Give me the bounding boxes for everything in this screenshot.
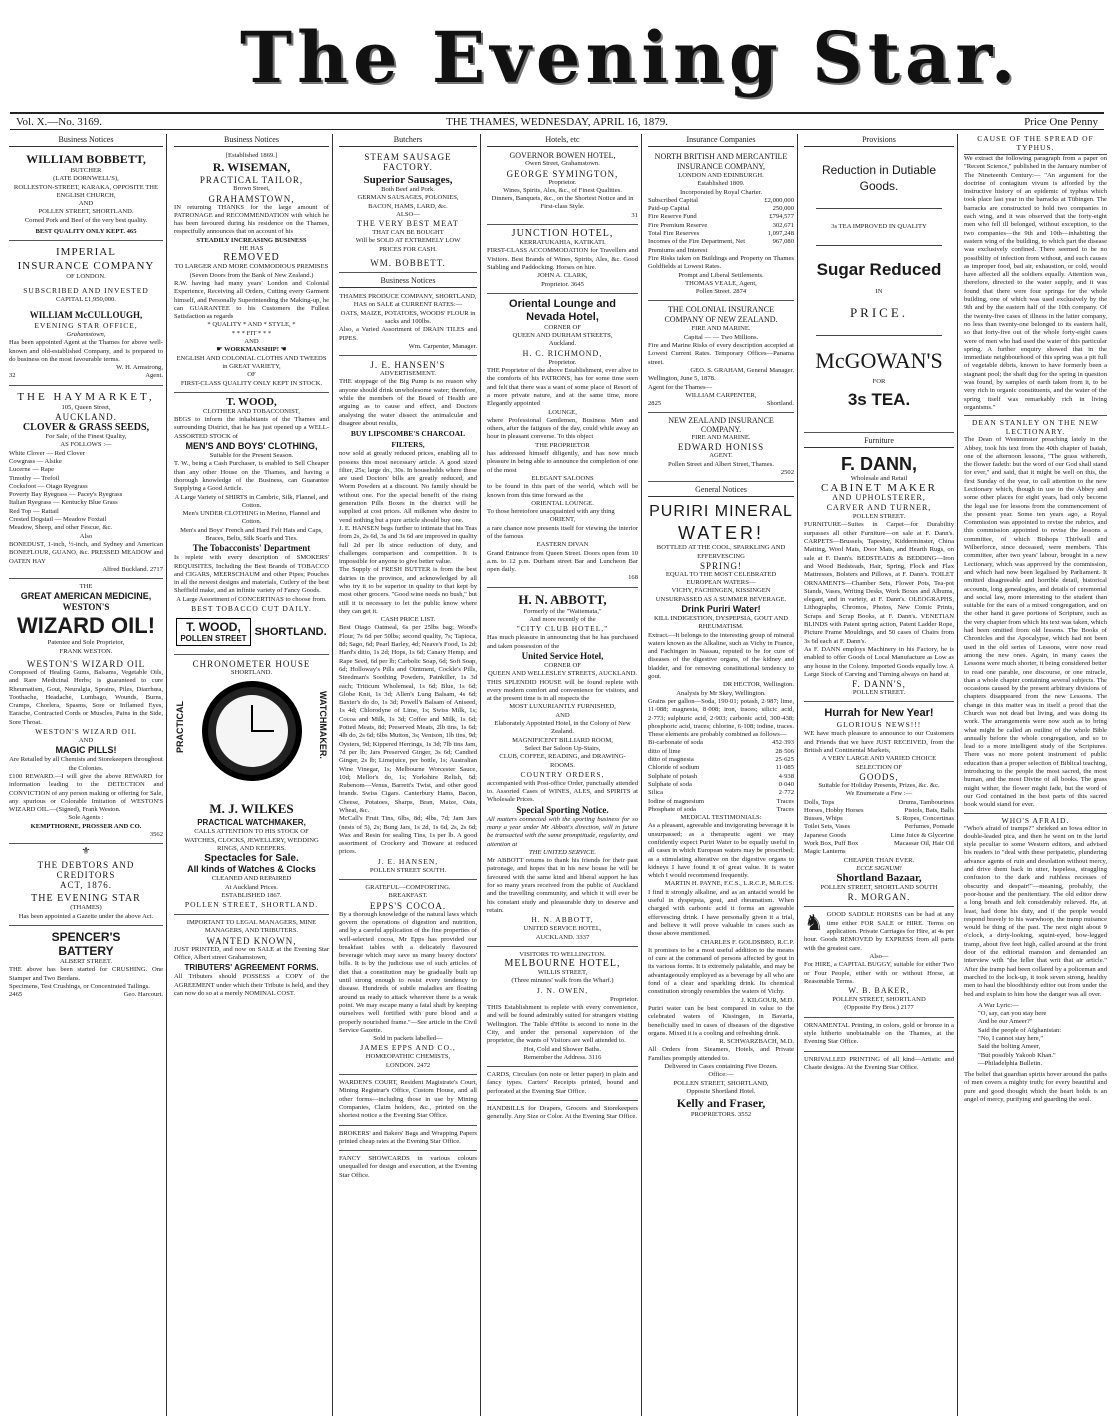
table-row (648, 197, 794, 205)
horse-carriage-icon: ♞ (804, 910, 824, 936)
table-cell: Chloride of sodium (648, 764, 700, 772)
ad-warden: WARDEN'S COURT, Resident Magistrate's Court, Mining Registrar's Office, Custom House, and all other forms—including those in use by Mining Companies, Claim holders, &c., printed on the shortest notice a the Evening Star Office. (339, 1077, 477, 1125)
ad-brokers: BROKERS' and Bakers' Bags and Wrapping Papers printed cheap rates at the Evening Star Office. (339, 1128, 477, 1152)
table-cell: Incomes of the Fire Department, Net Premiums and Interest (648, 238, 746, 254)
table-cell: ditto of magnesia (648, 756, 694, 764)
seed-list (9, 450, 163, 533)
wood-logo: T. WOOD, POLLEN STREET SHORTLAND. (174, 618, 329, 646)
table-row (648, 764, 794, 772)
table-row (804, 848, 954, 856)
ad-thames-produce: THAMES PRODUCE COMPANY, SHORTLAND, HAS on SALE at CURRENT RATES:— OATS, MAIZE, POTATOES, WOODS' FLOUR in sacks and 100lbs. Also, a Varied Assortment of DRAIN TILES and PIPES. Wm. Carpenter, Manager. (339, 291, 477, 356)
article-title: WHO'S AFRAID. (964, 813, 1107, 825)
column-rule (957, 134, 958, 1416)
column-header: Insurance Companies (648, 134, 794, 147)
table-row (804, 807, 954, 815)
list-item: White Clover — Red Clover (9, 449, 85, 457)
table-cell: Fire Premium Reserve (648, 221, 708, 229)
column-rule (480, 134, 481, 1416)
ad-dann-furniture: F. DANN, Wholesale and Retail CABINET MAKER AND UPHOLSTERER, CARVER AND TURNER, POLLEN STREET. FURNITURE—Suites in Carpet—for Durability surpasses all other Furniture—on sale at F. Dann's. CARPETS—Brussels, Tapestry, Kidderminster, China Matting, Wool Mats, Door Mats, and Hearth Rugs, on sale at F. Dann's. BEDSTEADS & BEDDING—Iron and Wood Bedsteads, Hair, Spring, Flock and Flax Mattresses, Bolsters and Pillows, at F. Dann's. TOILET ORNAMENTS—Chamber Sets, Flower Pots, Tea-pot Stands, Vases, Writing Desks, Work Boxes and Albums, elegant, and in variety, at F. Dann's. OLEOGRAPHS, Lithographs, Chromos, Photos, New Comic Prints, Scraps and Scrap Books, at F. Dann's. VENETIAN BLINDS with Patent spring action, Patent Ladder Rope, Picture Frame Mouldings, and 50 cases of Chairs from 3s 6d each at F. Dann's. As F. DANN employs Machinery in his Factory, he is enabled to offer Goods of Local Manufacture as Low as any house in the Colony. Imported Goods equally low. A Large Stock of Carving and Turning always on hand at F. DANN'S, POLLEN STREET. (804, 451, 954, 703)
ad-hansen: J. E. HANSEN'S ADVERTISEMENT. THE stoppage of the Big Pump is no reason why anyone should drink unwholesome water; therefore, while the members of the Board of Health are arguing as to cause and effect, and Doctors analysing the water dissect the animalculæ and disagree about results, BUY LIPSCOMBE'S CHARCOAL FILTERS, now sold at greatly reduced prices, enabling all to possess this most necessary article. A good sized filter, 25s; large do., 30s. In households where these are used Doctors' bills are greatly reduced, and Worm Powders at a discount. No family should be without one. For the special benefit of the rising generation Pills Boxes in the district will be supplied at cost prices. All milkmen who desire to vend nothing but a pure article should buy one. J. E. HANSEN begs further to intimate that his Teas from 2s, 2s 6d, 3s and 3s 6d are improved in quality full 2d per lb since reduction of duty, and challenges comparison and competition. It is impossible for anyone to give better value. The Supply of FRESH BUTTER is from the best dairies in the province, and acknowledged by all who try it to be superior in quality to that kept by most other grocers. "Good wine needs no bush," but still it is necessary to let the public know where they can get it. CASH PRICE LIST. Best Otago Oatmeal, 6s per 25lbs bag; Wood's Flour, 7s 6d per 50lbs; second quality, 7s; Tapioca, 8d; Sago, 6d; Pearl Barley, 4d; Neave's Food, 1s 2d; Hard's ditto, 1s 2d; Hops, 1s 6d; Canary Hemp, and Rape Seed, 6d per lb; Carbolic Soap, 6d; Soft Soap, 6d; Holloway's Pills and Ointment, Cockle's Pills, Steedman's Soothing Powders, Painkiller, 1s 3d each; Triticum Wholemeal, 1s 6d; Blue, 1s 6d; Globe Knit, 1s 3d; Allen's Lung Balsam, 4s 6d; Baxter's do do, 1s 3d; Powell's Balsam of Aniseed, 1s 4d; Chlorodyne of Lime, 1s; Swiss Milk, 1s; Cocoa and Milk, 1s 3d; Coffee and Milk, 1s 6d; Potted Meats, 8d; Preserved Meats, 2lb tins, 1s 6d; 4lb do, 2s 6d; 6lbs Mutton, 3s; Venison, 1lb tins, 9d; Oysters, 9d; Kippered Herrings, 1s 3d; 7lb tins Jam, 7d per lb; Jars Preserved Ginger, 3s 6d; Candied Ginger, 2s lb; Limejuice, per bottle, 1s; Australian Wine Vinegar, 1s; Melbourne Worcester Sauce, 10d; Mellor's do, 1s; Yorkshire Relish, 6d; Rubenom—Venus, Barrett's Twist, and other good brands. Swiss Cigars. Canterbury Hams, Bacon, Cheese, Potatoes, Sharps, Bran, Maize, Oats, Wheat, &c. McCall's Fruit Tins, 6lbs, 8d; 4lbs, 7d; Jam Jars (nests of 5), 2s; Bung Jars, 1s 2d, 1s 6d, 2s, 2s 6d; Wax and Resin for sealing Tins, 1s per lb. A good assortment of Crockery and Tinware at reduced prices. J. E. HANSEN, POLLEN STREET SOUTH. (339, 358, 477, 880)
ad-baker-horses: ♞ GOOD SADDLE HORSES can be had at any time either FOR SALE or HIRE. Terms on application. Private Carriages for Hire, at 4s per hour. Goods REMOVED by EXPRESS from all parts with the greatest care. Also— For HIRE, a CAPITAL BUGGY, suitable for either Two or Four People, either with or without Horse, at Reasonable Terms. W. B. BAKER, POLLEN STREET, SHORTLAND (Opposite Fry Bros.) 2177 (804, 909, 954, 1017)
column-header: Provisions (804, 134, 954, 147)
table-cell: Sulphate of soda (648, 780, 692, 788)
ad-mcgowans: Reduction in Dutiable Goods. 3s TEA IMPROVED IN QUALITY Sugar Reduced IN PRICE. McGOWAN'S FOR 3s TEA. (804, 150, 954, 433)
ad-wiseman-tailor: [Established 1869.] R. WISEMAN, PRACTICAL TAILOR, Brown Street, GRAHAMSTOWN, IN returning THANKS for the large amount of PATRONAGE and RECOMMENDATION with which he has been favoured during his residence on the Thames, respectfully announces that on account of his STEADILY INCREASING BUSINESS HE HAS REMOVED TO LARGER AND MORE COMMODIOUS PREMISES (Seven Doors from the Bank of New Zealand.) R.W. having had many years' London and Colonial Experience, Receiving all Orders, Cutting every Garment himself, and Personally Superintending the Making-up, he can GUARANTEE to his Customers the Fullest Satisfaction as regards * QUALITY * AND * STYLE, * * * * FIT * * * AND ☛ WORKMANSHIP! ☚ ENGLISH AND COLONIAL CLOTHS AND TWEEDS in GREAT VARIETY, OF FIRST-CLASS QUALITY ONLY KEPT IN STOCK. (174, 150, 329, 393)
table-cell: Sulphate of potash (648, 772, 698, 780)
list-item: "But possibly Yakoob Khan." (978, 1051, 1056, 1059)
table-cell: Work Box, Puff Box (804, 839, 859, 847)
list-item: Meadow, Sheep, and other Fescue, &c. (9, 524, 113, 532)
article-belief: The belief that guardian spirits hover around the paths of men covers a mighty truth; for every beautiful and pure and good thought which the heart holds is an angel of mercy, purifying and guarding the soul. (964, 1071, 1107, 1104)
table-cell: 2·772 (778, 789, 794, 797)
list-item: "No, I cannot stay here," (978, 1034, 1044, 1042)
list-item: Poverty Bay Ryegrass — Pacey's Ryegrass (9, 491, 123, 499)
table-cell: 11·085 (775, 764, 794, 772)
column-header: General Notices (648, 484, 794, 497)
price: Price One Penny (1024, 116, 1098, 128)
table-cell: Bi-carbonate of soda (648, 739, 703, 747)
table-row (648, 806, 794, 814)
column-rule (166, 134, 167, 1416)
list-item: Crested Dogstail — Meadow Foxtail (9, 516, 107, 524)
table-row (648, 798, 794, 806)
ad-abbott-united-service: H. N. ABBOTT, Formerly of the "Waitemata," And more recently of the "CITY CLUB HOTEL," Has much pleasure in announcing that he has purchased and taken possession of the United Service Hotel, CORNER OF QUEEN AND WELLESLEY STREETS, AUCKLAND. THIS SPLENDID HOUSE will be found replete with every modern comfort and convenience for visitors, and at the present time is in all respects the MOST LUXURIANTLY FURNISHED, AND Elaborately Appointed Hotel, in the Colony of New Zealand. MAGNIFICENT BILLIARD ROOM, Select Bar Saloon Up-Stairs, CLUB, COFFEE, READING, and DRAWING-ROOMS. COUNTRY ORDERS, accompanied with Post-office Order, punctually attended to. Assorted Cases of WINES, ALES, and SPIRITS at Wholesale Prices. Special Sporting Notice. All matters connected with the sporting business for so many a year under Mr Abbott's direction, will in future be transacted with the same promptitude, regularity, and attention at THE UNITED SERVICE. Mr ABBOTT returns to thank his friends for their past patronage, and hopes that in his new house he will be favoured with the same kind and liberal support he has for so many years received from the public of Auckland and the travelling community, and which it will ever be his constant study and pleasurable duty to deserve and retain. H. N. ABBOTT, UNITED SERVICE HOTEL, AUCKLAND. 3337 (487, 590, 638, 947)
table-cell: Silica (648, 789, 664, 797)
table-cell: 0·040 (778, 780, 794, 788)
list-item: Said the people of Afghanistan: (978, 1026, 1062, 1034)
list-item: Red Top — Rattail (9, 507, 59, 515)
article-afraid: "Who's afraid of tramps?" shrieked an Iowa editor in double-leaded pica, and then he went on in the lurid style peculiar to some Western editors, and advised his readers to "deal with these peripatetic, plundering advance agents of ruin and desolation without mercy, and drive them back in utter, hopeless, straggling confusion to the dark and ruthless recesses of obscurity and despair!"—meaning, probably, the poor-house and the penitentiary. The old editor drew a long breath and felt considerably relieved. He, at least, had done his duty, and if the people would respond bravely to his warwhoop, the tramp nuisance would be thing of the past. The next night about 9 o'clock, a dirty-looking, squint-eyed, bow-legged tramp, about five feet high, called around at the front door of the editorial mansion and demanded an interview with "the feller that writ that air article." After the tramp had been collared by a policeman and marched to the lock-up, it took seven strong, healthy men to haul the bloodthirsty editor out from under the bed and explain to him how the danger was all over. (964, 824, 1107, 998)
table-row (648, 238, 794, 255)
ad-colonial-insurance: THE COLONIAL INSURANCE COMPANY OF NEW ZEALAND. FIRE AND MARINE. Capital — — Two Millions. Fire and Marine Risks of every description accepted at Lowest Current Rates. Temporary Offices—Panama street. GEO. S. GRAHAM, General Manager. Wellington, June 5, 1878. Agent for the Thames— WILLIAM CARPENTER, 2825 Shortland. (648, 303, 794, 413)
ad-ornamental-printing: ORNAMENTAL Printing, in colors, gold or bronze in a style hitherto unobtainable on the Thames, at the Evening Star Office. (804, 1020, 954, 1052)
table-cell: 4·938 (778, 772, 794, 780)
table-row (648, 789, 794, 797)
column-header: Hotels, etc (487, 134, 638, 147)
capital-table (648, 197, 794, 230)
ad-junction-hotel: JUNCTION HOTEL, KERRATUKAHIA, KATIKATI. FIRST-CLASS ACCOMMODATION for Travellers and Visitors. Best Brands of Wines, Spirits, Ales, &c. Good Stabling and Paddocking. Horses on hire. JOHN A. CLARK, Proprietor. 3645 (487, 227, 638, 294)
table-row (648, 748, 794, 756)
table-row (648, 773, 794, 781)
table-cell: Subscribed Capital (648, 196, 698, 204)
table-cell: S. Ropes, Concertinas (895, 815, 954, 823)
ad-wilkes-watchmaker: CHRONOMETER HOUSE SHORTLAND. PRACTICAL WATCHMAKER. M. J. WILKES PRACTICAL WATCHMAKER, CALLS ATTENTION TO HIS STOCK OF WATCHES, CLOCKS, JEWELLERY, WEDDING RINGS, AND KEEPERS. Spectacles for Sale. All kinds of Watches & Clocks CLEANED AND REPAIRED At Auckland Prices. ESTABLISHED 1867. POLLEN STREET, SHORTLAND. (174, 657, 329, 915)
issue-date: THE THAMES, WEDNESDAY, APRIL 16, 1879. (446, 116, 668, 128)
ad-spencers-battery: SPENCER'S BATTERY ALBERT STREET. THE above has been started for CRUSHING. One Stamper and Two Berdans. Specimens, Test Crushings, or Concentrated Tailings. 2465 Geo. Harcourt. (9, 929, 163, 999)
list-item: Timothy — Trefoil (9, 474, 60, 482)
table-cell: 250,000 (772, 205, 794, 213)
table-cell: 967,080 (772, 238, 794, 246)
dateline (10, 112, 1104, 130)
ad-debtors-act: THE DEBTORS AND CREDITORS ACT, 1876. THE EVENING STAR (THAMES) Has been appointed a Gazette under the above Act. (9, 858, 163, 926)
table-cell: ditto of lime (648, 747, 681, 755)
table-row (648, 222, 794, 230)
table-cell: Traces (776, 805, 794, 813)
column-rule (332, 134, 333, 1416)
list-item: A War Lyric:— (978, 1001, 1019, 1009)
column-articles (961, 134, 1110, 1416)
ad-nz-insurance: NEW ZEALAND INSURANCE COMPANY. FIRE AND MARINE. EDWARD HONISS AGENT. Pollen Street and Albert Street, Thames. 2502 (648, 415, 794, 482)
table-row (804, 823, 954, 831)
column-header: Business Notices (9, 134, 163, 147)
toy-list (804, 799, 954, 857)
ad-cards: CARDS, Circulars (on note or letter paper) in plain and fancy types. Carters' Receipts printed, bound and perforated at the Evening Star Office. (487, 1069, 638, 1101)
table-row (648, 205, 794, 213)
list-item: —Philadelphia Bulletin. (978, 1059, 1043, 1067)
table-cell: 25·625 (775, 756, 794, 764)
poem (964, 1002, 1107, 1068)
table-cell: Horses, Hobby Horses (804, 806, 864, 814)
column-butchers (336, 134, 480, 1416)
table-cell: 302,671 (772, 221, 794, 229)
table-row (648, 213, 794, 221)
table-cell: £2,000,000 (764, 196, 794, 204)
table-row (804, 815, 954, 823)
ad-governor-bowen: GOVERNOR BOWEN HOTEL, Owen Street, Grahamstown. GEORGE SYMINGTON, Proprietor. Wines, Spirits, Ales, &c., of Finest Qualities. Dinners, Banquets, &c., on the Shortest Notice and in First-class Style. 31 (487, 150, 638, 225)
column-rule (797, 134, 798, 1416)
table-cell: Iodine of magnesium (648, 797, 705, 805)
mineral-analysis-table (648, 739, 794, 814)
table-row (648, 230, 794, 238)
ad-wizard-oil: THE GREAT AMERICAN MEDICINE, WESTON'S WIZARD OIL! Patentee and Sole Proprietor, FRANK WESTON. WESTON'S WIZARD OIL Composed of Healing Gums, Balsams, Vegetable Oils, and Rare Medicinal Herbs; is guaranteed to cure Rheumatism, Gout, Neuralgia, Sprains, Piles, Diarrhœa, Toothache, Headache, Lumbago, Wounds, Burns, Cramps, Chorlera, Spasms, Sore or Inflamed Eyes, Earache, Contracted Cords or Muscles, Pains in the Side, Sore Throat. WESTON'S WIZARD OIL AND MAGIC PILLS! Are Retailed by all Chemists and Storekeepers throughout the Colonies. £100 REWARD.—I will give the above REWARD for information leading to the DETECTION and CONVICTION of any person making or offering for Sale, any spurious or Colorable Imitation of WESTON'S WIZARD OIL.—(Signed), Frank Weston. Sole Agents : KEMPTHORNE, PROSSER AND CO. 3562 (9, 581, 163, 844)
list-item: And be our Ameer?" (978, 1018, 1033, 1026)
table-cell: Busses, Whips (804, 815, 843, 823)
table-cell: Drums, Tambourines (898, 798, 954, 806)
column-header: Business Notices (339, 275, 477, 288)
volume-number: Vol. X.—No. 3169. (16, 116, 102, 128)
article-title: CAUSE OF THE SPREAD OF TYPHUS. (964, 134, 1107, 155)
article-typhus: We extract the following paragraph from a paper on "Recent Science," published in the January number of The Nineteenth Century:— "An argument for the doctrine of contagium vivum is afforded by the instructive history of an epidemic of typhus which took place last year in the barracks at Tübingen. The barracks are constructed to hold two companies in each wing, and it was observed that the forty-eight men who fell ill belonged, without exception, to the two companies—the 9th and 10th—inhabiting the eastern wing of the building, to which part the disease was exclusively confined. There seemed to be no possibility of infection from without, and such causes as improper food, bad air, exhaustion, or cold, would have affected all the soldiers equally. Attention was, therefore, directed to the water supply, and it was found that there were four springs for the whole building, one of which was used exclusively by the 9th and by the eastern half of the 10th company. Of the twenty-five cases of illness in the latter company, no less than twenty-one belonged to its eastern half, so that forty-five out of the whole forty-eight cases were of men who had used the water of this particular spring. A further enquiry showed that in the immediate neighbourhood of this spring was a pit full of vegetable débris, known to have formerly been a stagnant pool; the shaft dug for the spring in question was found, by samples of earth taken from it, to be very rich in organic constituents, and the water of the spring itself was remarkably rich in living organisms." (964, 155, 1107, 411)
table-cell: Japanese Goods (804, 831, 847, 839)
ad-north-british: NORTH BRITISH AND MERCANTILE INSURANCE COMPANY, LONDON AND EDINBURGH. Established 1809. Incorporated by Royal Charter. Subscribed Capital £2,000,000 Paid-up Capital 250,000 Fire Reserve Fund £794,577 Fire Premium Reserve 302,671 Total Fire Reserves 1,097,248 Incomes of the Fire Department, Net Premiums and Interest 967,080 Fire Risks taken on Buildings and Property on Thames Goldfields at Lowest Rates. Prompt and Liberal Settlements. THOMAS VEALE, Agent, Pollen Street. 2874 (648, 150, 794, 301)
table-cell: Total Fire Reserves (648, 230, 700, 238)
ad-shortland-bazaar: Hurrah for New Year! GLORIOUS NEWS!!! WE have much pleasure to announce to our Customers and Friends that we have JUST RECEIVED, from the British and Continental Markets, A VERY LARGE AND VARIED CHOICE SELECTION OF GOODS, Suitable for Holiday Presents, Prizes, &c. &c. We Enumerate a Few :— Dolls, Tops Drums, Tambourines Horses, Hobby Horses Pistols, Bats, Balls Busses, Whips S. Ropes, Concertinas Toilet Sets, Vases Perfumes, Pomade Japanese Goods Lime Juice & Glycerine Work Box, Puff Box Macassar Oil, Hair Oil Magic Lanterns CHEAPER THAN EVER. ECCE SIGNUM! Shortland Bazaar, POLLEN STREET, SHORTLAND SOUTH R. MORGAN. (804, 704, 954, 907)
list-item: Cowgrass — Alsike (9, 457, 62, 465)
table-cell: Lime Juice & Glycerine (890, 831, 954, 839)
table-cell: Paid-up Capital (648, 205, 690, 213)
table-row (648, 756, 794, 764)
table-cell: Toilet Sets, Vases (804, 823, 851, 831)
column-rule (641, 134, 642, 1416)
table-cell: 28·506 (775, 747, 794, 755)
list-item: Said the bolting Ameer, (978, 1043, 1041, 1051)
column-business-notices-1 (6, 134, 166, 1416)
list-item: Lucerne — Rape (9, 466, 55, 474)
ad-epps-cocoa: GRATEFUL—COMFORTING. BREAKFAST. EPPS'S COCOA. By a thorough knowledge of the natural laws which govern the operations of digestion and nutrition, and by a careful application of the fine properties of well-selected cocoa, Mr Epps has provided our breakfast tables with a delicately flavoured beverage which may save us many heavy doctors' bills. It is by the judicious use of such articles of diet that a constitution may be gradually built up until strong enough to resist every tendency to disease. Hundreds of subtle maladies are floating around us ready to attack wherever there is a weak point. We may escape many a fatal shaft by keeping ourselves well fortified with pure blood and a properly nourished frame."—See article in the Civil Service Gazette. Sold in packets labelled— JAMES EPPS AND CO., HOMŒOPATHIC CHEMISTS, LONDON. 2472 (339, 882, 477, 1075)
column-business-notices-2 (171, 134, 332, 1416)
column-header: Furniture (804, 435, 954, 448)
table-cell: Macassar Oil, Hair Oil (893, 839, 954, 847)
table-cell: Traces (776, 797, 794, 805)
ad-showcards: FANCY SHOWCARDS in various colours unequalled for design and execution, at the Evening Star Office. (339, 1155, 477, 1179)
reserve-table (648, 230, 794, 255)
ad-bobbett-butcher: WILLIAM BOBBETT, BUTCHER (LATE DORNWELL'S), ROLLESTON-STREET, KARAKA, OPPOSITE THE ENGLISH CHURCH, AND POLLEN STREET, SHORTLAND. Corned Pork and Beef of the very best quality. BEST QUALITY ONLY KEPT. 465 (9, 150, 163, 241)
ad-haymarket: THE HAYMARKET, 105, Queen Street, AUCKLAND. CLOVER & GRASS SEEDS, For Sale, of the Finest Quality, AS FOLLOWS :— White Clover — Red Clover Cowgrass — Alsike Lucerne — Rape Timothy — Trefoil Cocksfoot — Otago Ryegrass Poverty Bay Ryegrass — Pacey's Ryegrass Italian Ryegrass — Kentucky Blue Grass Red Top — Rattail Crested Dogstail — Meadow Foxtail Meadow, Sheep, and other Fescue, &c. Also BONEDUST, 1-inch, ½-inch, and Sydney and American BONEFLOUR, GUANO, &c. PRESSED MEADOW and OATEN HAY Alfred Buckland. 2717 (9, 388, 163, 579)
column-insurance (645, 134, 797, 1416)
table-row (804, 840, 954, 848)
table-row (648, 781, 794, 789)
column-header: Butchers (339, 134, 477, 147)
table-row (648, 739, 794, 747)
ad-unrivalled-printing: UNRIVALLED PRINTING of all kind—Artistic and Chaste designs. At the Evening Star Office. (804, 1055, 954, 1071)
ad-steam-sausage: STEAM SAUSAGE FACTORY. Superior Sausages, Both Beef and Pork. GERMAN SAUSAGES, POLONIES, BACON, HAMS, LARD, &c. ALSO— THE VERY BEST MEAT THAT CAN BE BOUGHT Will be SOLD AT EXTREMELY LOW PRICES FOR CASH. WM. BOBBETT. (339, 150, 477, 273)
ad-wood-clothier: T. WOOD, CLOTHIER AND TOBACCONIST, BEGS to inform the inhabitants of the Thames and surrounding District, that he has just opened up a WELL-ASSORTED STOCK of MEN'S AND BOYS' CLOTHING, Suitable for the Present Season. T. W., being a Cash Purchaser, is enabled to Sell Cheaper than any other House on the Thames, and having a thorough knowledge of the Business, can Guarantee Supplying a Good Article. A Large Variety of SHIRTS in Cambric, Silk, Flannel, and Cotton. Men's UNDER CLOTHING in Merino, Flannel and Cotton. Men's and Boys' French and Hard Felt Hats and Caps, Braces, Belts, Silk Scarfs and Ties. The Tobacconists' Department Is replete with every description of SMOKERS' REQUISITES, Including the Best Brands of TOBACCO and CIGARS, MEERSCHAUM and other Pipes; Pouches in all the newest designs and materials, Cutlery of the best Sheffield make, and an infinite variety of Fancy Goods. A Large Assortment of CONCERTINAS to choose from. BEST TOBACCO CUT DAILY. T. WOOD, POLLEN STREET SHORTLAND. (174, 395, 329, 655)
article-title: DEAN STANLEY ON THE NEW LECTIONARY. (964, 415, 1107, 436)
ad-tributers-forms: IMPORTANT TO LEGAL MANAGERS, MINE MANAGERS, AND TRIBUTERS. WANTED KNOWN, JUST PRINTED, and now on SALE at the Evening Star Office, Albert street Grahamstown, TRIBUTERS' AGREEMENT FORMS. All Tributers should POSSESS a COPY of the AGREEMENT under which their Tribute is held, and they can now do so at a merely NOMINAL COST. (174, 919, 329, 997)
list-item: "O, say, can you stay here (978, 1010, 1047, 1018)
table-cell: Magic Lanterns (804, 848, 846, 856)
list-item: Cocksfoot — Otago Ryegrass (9, 482, 88, 490)
table-cell: Phosphate of soda (648, 805, 696, 813)
masthead-title: The Evening Star. (240, 16, 1021, 99)
ad-imperial-insurance: IMPERIAL INSURANCE COMPANY OF LONDON. SUBSCRIBED AND INVESTED CAPITAL £1,950,000. WILLIAM McCULLOUGH, EVENING STAR OFFICE, Grahamstown, Has been appointed Agent at the Thames for above well-known and old-established Company, and is prepared to do business on the most favourable terms. W. H. Armstrong, 32 Agent. (9, 243, 163, 385)
list-item: Italian Ryegrass — Kentucky Blue Grass (9, 499, 118, 507)
article-stanley: The Dean of Westminster preaching lately in the Abbey, took his text from the 40th chapter of Isaiah, one of the afternoon lessons, "The grass withereth, the flower fadeth: but the word of our God shall stand for ever," and said, that it might be well on this, the first Sunday of the year, to call attention to the new Lectionary which, though in use in the Abbey and some other places for eight years, had only become the legal use for lessons from the commencement of the present year. Some ten years ago, a Royal Commission was appointed to revise the rubrics, and this commission appointed to revise the lessons a committee, of which Bishops Thirlwall and Wilberforce, since deceased, were members. This committee, after two years' labour, brought in a new Lectionary, which was approved by the commission, and which had now been legalised by Parliament. It omitted disagreeable and horrible detail, historical accounts, long genealogies, and details of ceremonial and social law, more interesting to the student than suitable for the ears of a mixed congregation, and on the other hand it gave portions of Scripture, such as the very chapter from which his text was taken, which had been omitted from old lessons. The Books of Chronicles and the Apocalypse, which had not been used in the old series of Lessons, were now read among the new ones. Again, in many cases the Lessons were much shorter, it being considered better to read one parable, one discourse, or one miracle, than a whole chapter containing several subjects. The occasions caused by the present arbitrary divisions of chapters disappeared from the new Lessons. The change in this matter was in itself a proof that the Church was not dead but living, and was doing its work. The arrangements were now such as to bring what might be called an outline of the whole Bible annually before the whole congregation, and so to lead to a more intelligent study of the Scriptures. There was no more potent instrument of public education than a proper selection of Biblical teaching, introducing to the people the most sacred, the most human, and the most Divine of all books. The grass might wither, the flower might fade, but the word of our God contained in the best parts of this sacred book would stand for ever. (964, 436, 1107, 809)
ad-handbills: HANDBILLS for Drapers, Grocers and Storekeepers generally. Any Size or Color. At the Evening Star Office. (487, 1105, 638, 1121)
column-hotels (484, 134, 641, 1416)
table-row (804, 832, 954, 840)
ad-melbourne-hotel: VISITORS TO WELLINGTON. MELBOURNE HOTEL, WILLIS STREET, (Three minutes' walk from the Wharf.) J. N. OWEN, Proprietor. THIS Establishment is replete with every convenience, and will be found admirably suited for strangers visiting Wellington. The Table d'Hôte is second to none in the City, and under the personal supervision of the proprietor, the wants of Visitors are well attended to. Hot, Cold and Shower Baths. Remember the Address. 3116 (487, 949, 638, 1067)
ad-oriental-lounge: Oriental Lounge and Nevada Hotel, CORNER OF QUEEN AND DURHAM STREETS, Auckland. H. C. RICHMOND, Proprietor. THE Proprietor of the above Establishment, ever alive to the comforts of his PATRONS, has for some time seen and felt that there was a want of some place of Resort of a more private nature, and at the same time, more Elegantly appointed LOUNGE, where Professional Gentlemen, Business Men and others, after the fatigues of the day, could while away an hour in pleasant converse. To this object THE PROPRIETOR has addressed himself diligently, and has now much pleasure in being able to announce the completion of one of the most ELEGANT SALOONS to be found in this part of the world, which will be known from this time forward as the ORIENTAL LOUNGE. To those heretofore unacquainted with any thing ORIENT, a rare chance now presents itself for viewing the interior of the famous EASTERN DIVAN Grand Entrance from Queen Street. Doors open from 10 a.m. to 12 p.m. Durham street Bar and Luncheon Bar open daily. 168 (487, 296, 638, 588)
column-header: Business Notices (174, 134, 329, 147)
table-cell: Dolls, Tops (804, 798, 835, 806)
column-provisions (801, 134, 957, 1416)
table-row (804, 799, 954, 807)
table-cell: 1,097,248 (767, 230, 794, 238)
ad-puriri-water: PURIRI MINERAL WATER! BOTTLED AT THE COOL, SPARKLING AND EFFERVESCING SPRING! EQUAL TO THE MOST CELEBRATED EUROPEAN WATERS— VICHY, FACHINGEN, KISSINGEN UNSURPASSED AS A SUMMER BEVERAGE. Drink Puriri Water! KILL INDIGESTION, DYSPEPSIA, GOUT AND RHEUMATISM. Extract.—It belongs to the interesting group of mineral waters known as the Alkaline, such as Vichy in France, and Fachingen in Nassau, reputed to be for cure of diseases of the digestive organs, of the kidney and bladder, and for removing constitutional tendency to gout. DR HECTOR, Wellington. Analysis by Mr Skey, Wellington. Grains per gallon—Soda, 190·01; potash, 2·987; lime, 11·088; magnesia, 8·008; iron, traces; silicic acid, 2·773; sulphuric acid, 2·903; carbonic acid, 300·438; phosphoric acid, traces; chlorine, 6·108; iodine, traces. These elements are probably combined as follows— Bi-carbonate of soda 452·393 ditto of lime 28·506 ditto of magnesia 25·625 Chloride of sodium 11·085 Sulphate of potash 4·938 Sulphate of soda 0·040 Silica 2·772 Iodine of magnesium Traces Phosphate of soda Traces MEDICAL TESTIMONIALS: As a pleasant, agreeable and invigorating beverage it is unsurpassed; as a therapeutic agent we may confidently expect Puriri Water to be equally useful in all cases in which European waters may be prescribed; as a stimulating alterative on the digestive organs to kidneys I have found it of great value. It is water which I would recommend frequently. MARTIN H. PAYNE, F.C.S., L.R.C.P., M.R.C.S. I find it strongly alkaline, and as an antacid would be useful in dyspepsia, gout, and rheumatism. When charged with carbonic acid it forms an agreeable effervescing drink. I have personally given it a trial, and believe it will prove valuable in cases such as those above mentioned. CHARLES F. GOLDSBRO, R.C.P. It promises to be a most useful addition to the means of cure at the command of persons affected by gout in its various forms. It is extremely palatable, and may be advantageously employed as a beverage by all who are fond of a clear and sparkling drink. Its chemical constitution strongly resembles the waters of Vichy. J. KILGOUR, M.D. Puriri water can be best compared in value to the celebrated waters of Kissingen, in Bavaria, beneficially used in cases of diseases of the digestive organs. Mixed it is a cooling and refreshing drink. R. SCHWARZBACH, M.D. All Orders from Steamers, Hotels, and Private Families promptly attended to. Delivered in Cases containing Five Dozen. Office:— POLLEN STREET, SHORTLAND, Opposite Shortland Hotel. Kelly and Fraser, PROPRIETORS. 3552 (648, 503, 794, 1119)
table-cell: £794,577 (769, 213, 794, 221)
table-cell: Fire Reserve Fund (648, 213, 697, 221)
pocket-watch-icon (202, 681, 302, 781)
table-cell: Perfumes, Pomade (904, 823, 954, 831)
table-cell: 452·393 (772, 739, 794, 747)
table-cell: Pistols, Bats, Balls (904, 806, 954, 814)
royal-arms-icon: ⚜ (81, 846, 91, 858)
